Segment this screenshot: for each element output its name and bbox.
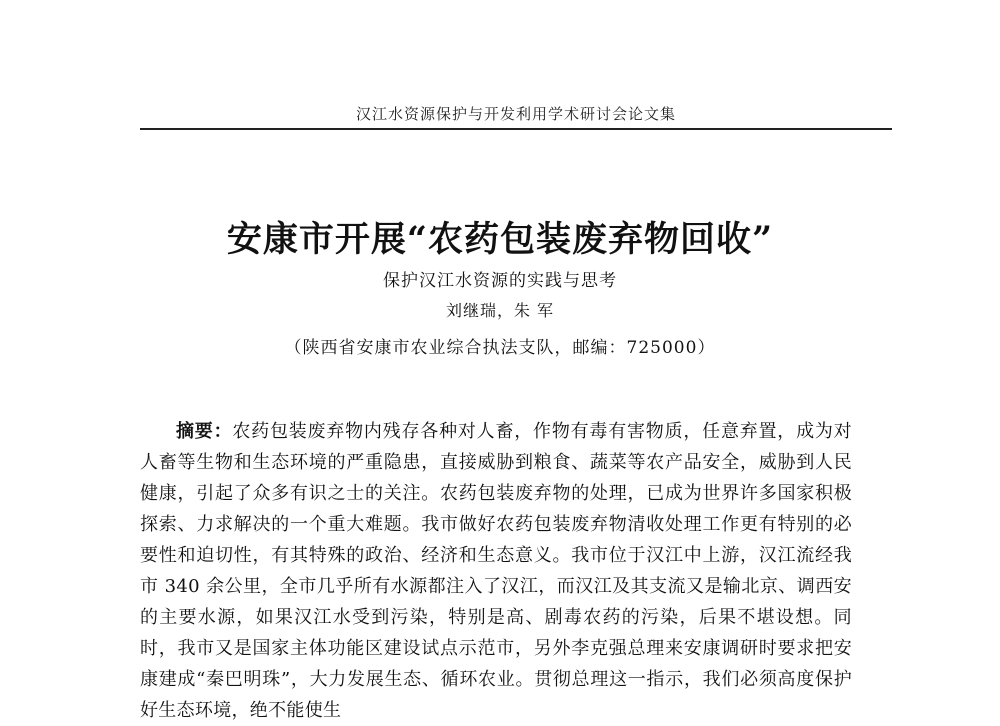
article-affiliation: （陕西省安康市农业综合执法支队，邮编：725000） <box>284 338 716 358</box>
article-title: 安康市开展“农药包装废弃物回收” <box>226 219 774 260</box>
article-authors: 刘继瑞，朱 军 <box>445 301 555 320</box>
abstract-paragraph <box>140 416 852 726</box>
abstract-label: 摘要： <box>176 421 233 442</box>
abstract-text: 农药包装废弃物内残存各种对人畜，作物有毒有害物质，任意弃置，成为对人畜等生物和生态环境的严重隐患，直接威胁到粮食、蔬菜等农产品安全，威胁到人民健康，引起了众多有识之士的关注。农药包装废弃物的处理，已成为世界许多国家积极探索、力求解决的一个重大难题。我市做好农药包装废弃物清收处理工作更有特别的必要性和迫切性，有其特殊的政治、经济和生态意义。我市位于汉江中上游，汉江流经我市 340 余公里，全市几乎所有水源都注入了汉江，而汉江及其支流又是输北京、调西安的主要水源，如果汉江水受到污染，特别是高、剧毒农药的污染，后果不堪设想。同时，我市又是国家主体功能区建设试点示范市，另外李克强总理来安康调研时要求把安康建成“秦巴明珠”，大力发展生态、循环农业。贯彻总理这一指示，我们必须高度保护好生态环境，绝不能使生 <box>140 421 852 721</box>
running-header: 汉江水资源保护与开发利用学术研讨会论文集 <box>355 105 676 123</box>
article-subtitle: 保护汉江水资源的实践与思考 <box>383 271 617 291</box>
header-divider <box>140 128 892 130</box>
